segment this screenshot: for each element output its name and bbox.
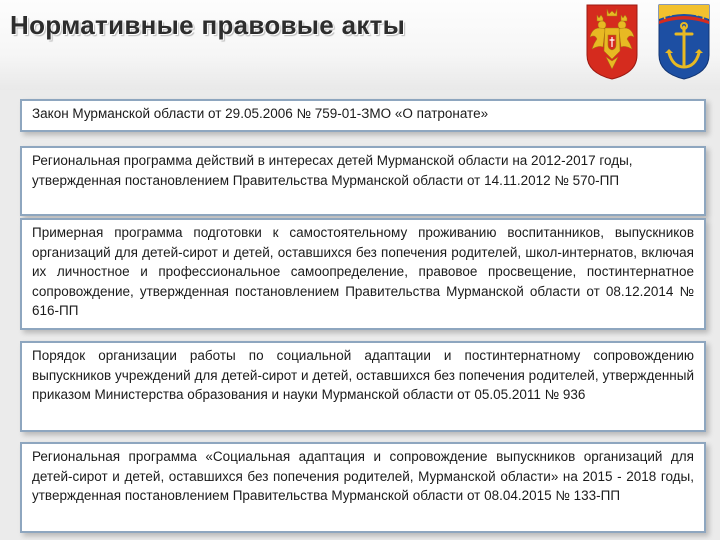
act-card-social-adaptation-program [20, 442, 706, 533]
act-card-regional-action-program [20, 146, 706, 216]
act-card-independent-living-program [20, 218, 706, 330]
act-card-adaptation-procedure [20, 341, 706, 432]
page-title: Нормативные правовые акты [10, 10, 406, 40]
act-text: Региональная программа «Социальная адаптация и сопровождение выпускников организаций для детей-сирот и детей, оставшихся без попечения родителей, Мурманской области» на 2015 - 2018 годы, утвержденная постановлением Правительства Мурманской области от 08.04.2015 № 133-ПП [32, 449, 694, 504]
act-text: Закон Мурманской области от 29.05.2006 № 759-01-ЗМО «О патронате» [32, 106, 489, 121]
murmansk-oblast-coat-of-arms-icon [657, 3, 711, 81]
act-text: Порядок организации работы по социальной адаптации и постинтернатному сопровождению выпускников учреждений для детей-сирот и детей, оставшихся без попечения родителей, утвержденный приказом Министерства образования и науки Мурманской области от 05.05.2011 № 936 [32, 348, 694, 403]
act-card-law-patronage [20, 99, 706, 132]
russian-coat-of-arms-icon [585, 3, 639, 81]
act-text: Региональная программа действий в интересах детей Мурманской области на 2012-2017 годы, утвержденная постановлением Правительства Мурманской области от 14.11.2012 № 570-ПП [32, 153, 633, 188]
act-text: Примерная программа подготовки к самостоятельному проживанию воспитанников, выпускников организаций для детей-сирот и детей, оставшихся без попечения родителей, школ-интернатов, включая их личностное и профессиональное самоопределение, правовое просвещение, постинтернатное сопровождение, утвержденная постановлением Правительства Мурманской области от 08.12.2014 № 616-ПП [32, 225, 694, 319]
